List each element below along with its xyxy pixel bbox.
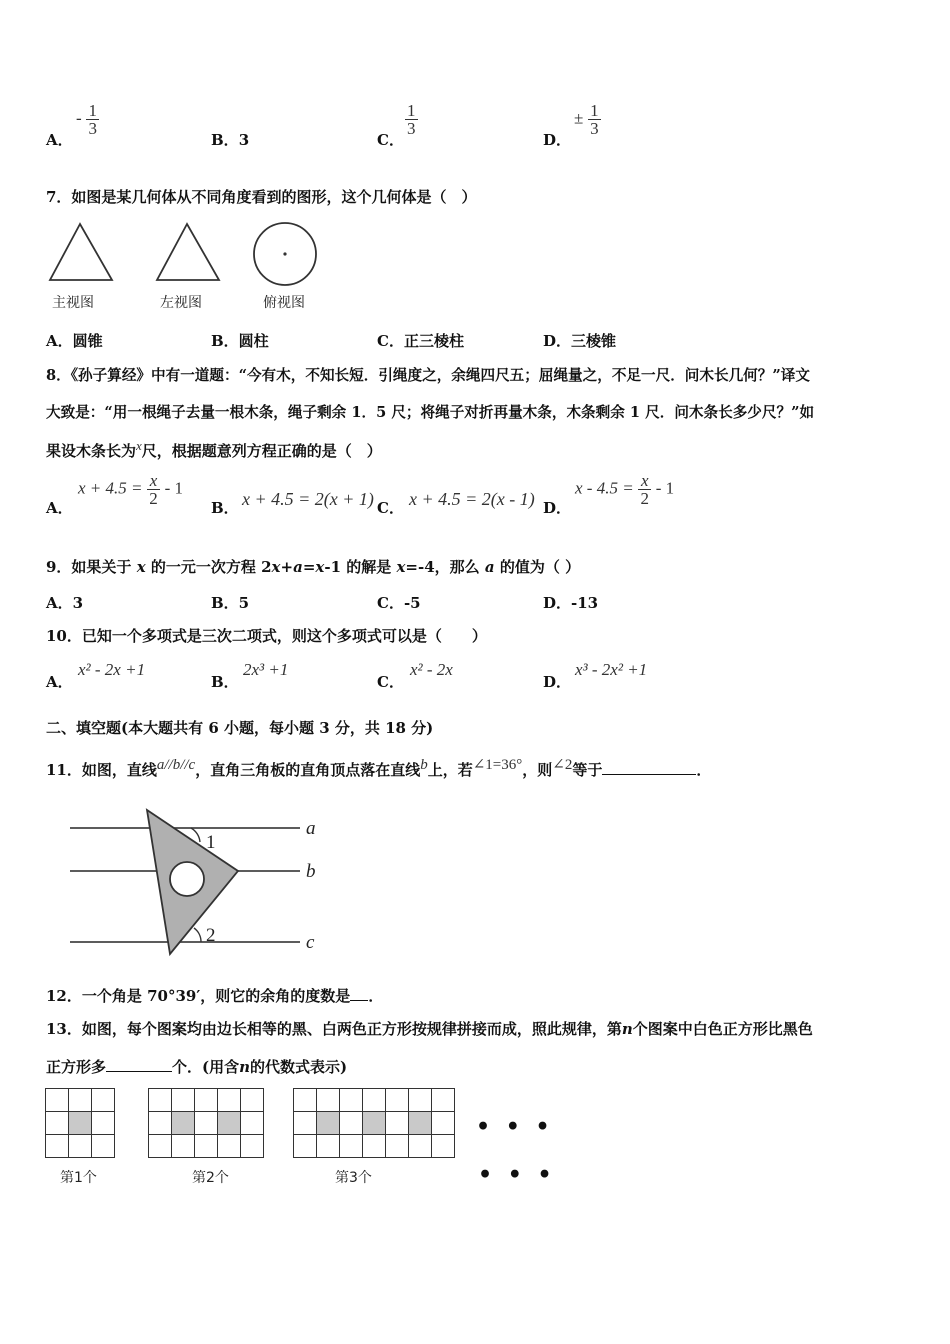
pattern-3 [293,1088,455,1158]
q10-option-a-expr: x² - 2x +1 [78,660,146,679]
black-square [69,1112,92,1135]
q10-option-c-label: C． [377,673,404,691]
q6-option-a-value: - $\frac{1}{3}$ [76,101,97,138]
q9-option-c: C．-5 [377,594,421,612]
angle-2-label: 2 [206,925,216,946]
view-caption-front: 主视图 [52,295,94,311]
angle-1-label: 1 [206,832,216,853]
angle-2-arc [194,928,201,942]
pattern-3-caption: 第3个 [335,1170,372,1186]
q7-option-d: D．三棱锥 [543,332,617,350]
q7-option-a: A．圆锥 [46,332,103,350]
top-view-center-dot [283,252,286,255]
q9-stem: 9．如果关于 x 的一元一次方程 2x+a=x-1 的解是 x=-4，那么 a 的值为（ ） [46,558,581,576]
q11-triangle-figure [60,800,330,960]
q11-answer-blank[interactable] [602,774,696,775]
q9-option-a: A．3 [46,594,84,612]
ellipsis-dots-lower: • • • [478,1162,556,1188]
q6-option-b: B．3 [211,131,250,149]
minus-sign: - [76,108,82,128]
section-2-title: 二、填空题(本大题共有 6 小题，每小题 3 分，共 18 分) [46,719,434,737]
front-view-triangle [50,224,112,280]
q10-option-b-label: B． [211,673,239,691]
pattern-2 [148,1088,264,1158]
q7-option-c: C．正三棱柱 [377,332,464,350]
label-a: a [306,818,316,839]
q7-option-b: B．圆柱 [211,332,269,350]
q12-stem: 12．一个角是 70°39′，则它的余角的度数是 ． [46,987,384,1005]
q8-option-b-label: B． [211,499,239,517]
q9-option-d: D．-13 [543,594,599,612]
pattern-1-caption: 第1个 [60,1170,97,1186]
q10-option-c-expr: x² - 2x [410,660,453,679]
black-square [363,1112,386,1135]
view-caption-top: 俯视图 [263,295,305,311]
q8-option-a-equation: x + 4.5 = $\frac{x}{2}$ - 1 [78,471,183,508]
q12-answer-blank[interactable] [350,1000,368,1001]
label-b: b [306,861,316,882]
q9-option-b: B．5 [211,594,250,612]
q13-answer-blank[interactable] [106,1071,172,1072]
q6-option-c-label: C． [377,131,404,149]
q8-option-b-equation: x + 4.5 = 2(x + 1) [242,489,374,509]
pattern-1 [45,1088,115,1158]
pattern-2-caption: 第2个 [192,1170,229,1186]
q6-option-d-value: ± $\frac{1}{3}$ [574,101,599,138]
q10-option-d-expr: x³ - 2x² +1 [575,660,648,679]
q13-line-2: 正方形多 个．(用含n的代数式表示) [46,1058,348,1076]
q8-option-d-equation: x - 4.5 = $\frac{x}{2}$ - 1 [575,471,675,508]
q8-option-c-equation: x + 4.5 = 2(x - 1) [409,489,535,509]
view-caption-side: 左视图 [160,295,202,311]
ellipsis-dots-upper: • • • [476,1114,554,1140]
q8-option-d-label: D． [543,499,572,517]
q10-option-d-label: D． [543,673,572,691]
black-square [218,1112,241,1135]
q8-line-1: 8．《孙子算经》中有一道题：“今有木，不知长短．引绳度之，余绳四尺五；屈绳量之，不足一尺．问木长几何？”译文 [46,367,810,384]
black-square [317,1112,340,1135]
q10-option-b-expr: 2x³ +1 [243,660,289,679]
q13-line-1: 13．如图，每个图案均由边长相等的黑、白两色正方形按规律拼接而成，照此规律，第n个图案中白色正方形比黑色 [46,1020,813,1038]
q8-line-2: 大致是：“用一根绳子去量一根木条，绳子剩余 1．5 尺；将绳子对折再量木条，木条剩余 1 尺．问木条长多少尺？”如 [46,404,815,421]
black-square [172,1112,195,1135]
q6-option-a-label: A． [46,131,73,149]
q8-option-a-label: A． [46,499,73,517]
side-view-triangle [157,224,219,280]
black-square [409,1112,432,1135]
q7-stem: 7．如图是某几何体从不同角度看到的图形，这个几何体是（ ） [46,188,477,206]
q10-option-a-label: A． [46,673,73,691]
q6-option-d-label: D． [543,131,572,149]
q8-option-c-label: C． [377,499,404,517]
q11-stem: 11．如图，直线$^{a//b//c}$，直角三角板的直角顶点落在直线$^b$上，若$^{\angle 1=36^\circ}$，则$^{\angle 2}$等于 ． [46,757,712,779]
label-c: c [306,932,315,953]
set-square-hole [170,862,204,896]
q6-option-c-value: $\frac{1}{3}$ [407,101,416,138]
q10-stem: 10．已知一个多项式是三次二项式，则这个多项式可以是（ ） [46,627,487,645]
q8-line-3: 果设木条长为$^x$尺，根据题意列方程正确的是（ ） [46,438,382,460]
